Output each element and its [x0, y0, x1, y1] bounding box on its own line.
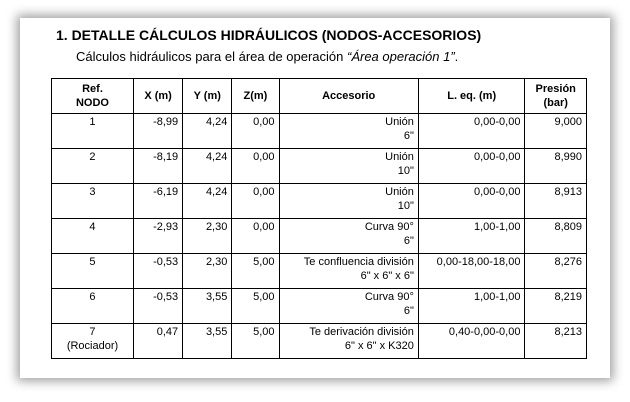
table-row [52, 149, 587, 184]
header-x: X (m) [133, 79, 182, 114]
cell-ref [52, 289, 134, 324]
cell-z: 0,00 [232, 114, 279, 149]
cell-accesorio-line: 6" x 6" x 6" [360, 270, 414, 282]
cell-y: 4,24 [183, 149, 232, 184]
header-y: Y (m) [183, 79, 232, 114]
cell-accesorio-line: 6" [403, 235, 414, 247]
operation-area-name: “Área operación 1” [347, 49, 455, 64]
cell-z: 5,00 [232, 289, 279, 324]
cell-ref [52, 114, 134, 149]
cell-ref-line: 1 [89, 116, 96, 128]
header-ref-nodo: Ref. NODO [52, 79, 134, 114]
cell-accesorio [279, 254, 418, 289]
cell-x: -0,53 [133, 254, 182, 289]
cell-leq: 0,00-18,00-18,00 [418, 254, 525, 289]
document-page [20, 18, 610, 378]
cell-accesorio [279, 324, 418, 359]
cell-ref-line: (Rociador) [66, 340, 119, 352]
header-leq: L. eq. (m) [418, 79, 525, 114]
description-prefix: Cálculos hidráulicos para el área de operación [76, 49, 347, 64]
cell-x: -0,53 [133, 289, 182, 324]
cell-z: 5,00 [232, 254, 279, 289]
cell-accesorio [279, 149, 418, 184]
cell-presion: 8,809 [525, 219, 587, 254]
cell-accesorio-line: Unión [385, 116, 414, 128]
cell-z: 0,00 [232, 219, 279, 254]
cell-ref-line: 6 [89, 291, 96, 303]
cell-accesorio [279, 219, 418, 254]
table-row [52, 324, 587, 359]
cell-ref-line: 7 [89, 326, 96, 338]
cell-y: 2,30 [183, 254, 232, 289]
table-row [52, 219, 587, 254]
cell-accesorio-line: Te confluencia división [303, 256, 414, 268]
cell-leq: 1,00-1,00 [418, 289, 525, 324]
cell-z: 5,00 [232, 324, 279, 359]
header-accesorio: Accesorio [279, 79, 418, 114]
cell-ref-line: 2 [89, 151, 96, 163]
cell-ref-line: 3 [89, 186, 96, 198]
cell-ref [52, 184, 134, 219]
cell-accesorio-line: 6" [403, 305, 414, 317]
cell-y: 3,55 [183, 324, 232, 359]
cell-accesorio-line: 6" x 6" x K320 [344, 340, 414, 352]
cell-accesorio-line: Te derivación división [309, 326, 414, 338]
table-row [52, 184, 587, 219]
cell-y: 4,24 [183, 114, 232, 149]
cell-z: 0,00 [232, 184, 279, 219]
cell-y: 2,30 [183, 219, 232, 254]
cell-accesorio-line: Curva 90° [364, 221, 414, 233]
section-description [76, 49, 458, 64]
description-suffix: . [454, 49, 459, 64]
cell-accesorio [279, 184, 418, 219]
cell-ref [52, 324, 134, 359]
cell-ref-line: 5 [89, 256, 96, 268]
cell-leq: 0,00-0,00 [418, 149, 525, 184]
section-heading: 1. DETALLE CÁLCULOS HIDRÁULICOS (NODOS-ACCESORIOS) [56, 27, 482, 43]
header-z: Z(m) [232, 79, 279, 114]
cell-leq: 0,40-0,00-0,00 [418, 324, 525, 359]
cell-leq: 0,00-0,00 [418, 184, 525, 219]
cell-accesorio-line: Unión [385, 151, 414, 163]
cell-leq: 1,00-1,00 [418, 219, 525, 254]
cell-y: 4,24 [183, 184, 232, 219]
cell-accesorio-line: Unión [385, 186, 414, 198]
cell-presion: 8,219 [525, 289, 587, 324]
cell-presion: 9,000 [525, 114, 587, 149]
hydraulic-nodes-table [51, 78, 587, 359]
table-row [52, 254, 587, 289]
table-header-row [52, 79, 587, 114]
cell-presion: 8,213 [525, 324, 587, 359]
cell-x: -6,19 [133, 184, 182, 219]
cell-ref [52, 254, 134, 289]
table-row [52, 114, 587, 149]
cell-y: 3,55 [183, 289, 232, 324]
cell-accesorio-line: 10" [397, 200, 414, 212]
cell-presion: 8,913 [525, 184, 587, 219]
cell-x: -2,93 [133, 219, 182, 254]
cell-x: 0,47 [133, 324, 182, 359]
cell-accesorio-line: 10" [397, 165, 414, 177]
cell-accesorio [279, 289, 418, 324]
cell-leq: 0,00-0,00 [418, 114, 525, 149]
header-presion: Presión (bar) [525, 79, 587, 114]
table-row [52, 289, 587, 324]
cell-presion: 8,276 [525, 254, 587, 289]
cell-ref [52, 149, 134, 184]
cell-x: -8,99 [133, 114, 182, 149]
cell-x: -8,19 [133, 149, 182, 184]
cell-ref-line: 4 [89, 221, 96, 233]
cell-z: 0,00 [232, 149, 279, 184]
cell-accesorio [279, 114, 418, 149]
cell-accesorio-line: 6" [403, 130, 414, 142]
cell-ref [52, 219, 134, 254]
cell-presion: 8,990 [525, 149, 587, 184]
cell-accesorio-line: Curva 90° [364, 291, 414, 303]
